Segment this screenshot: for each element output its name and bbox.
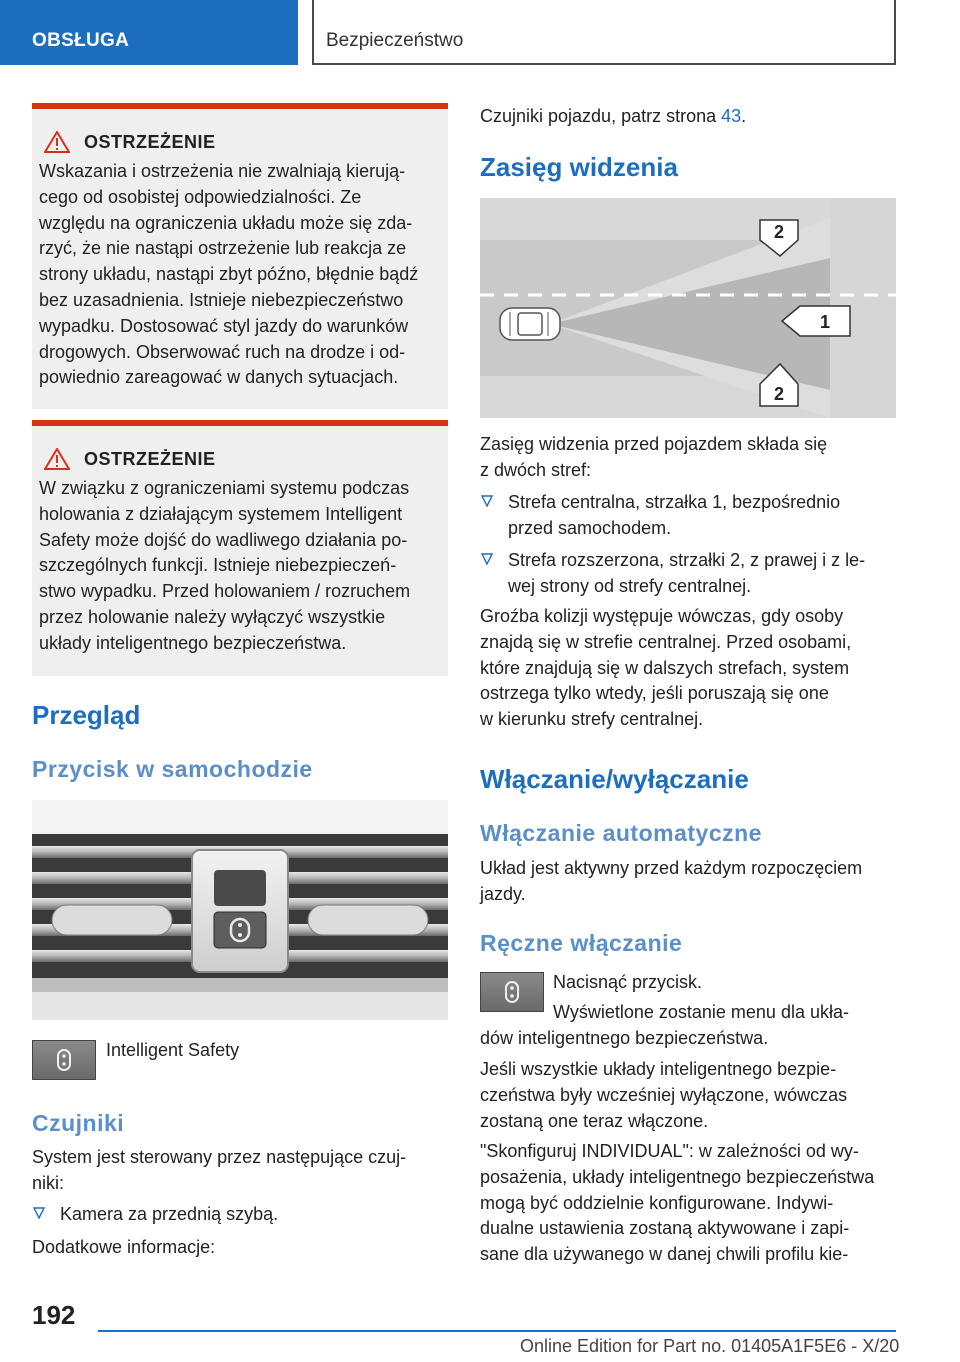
detection-range-diagram [480,198,896,418]
arrow-label: 1 [819,312,831,332]
section-tab [0,0,298,65]
sensors-text: System jest sterowany przez następujące czuj- niki: [32,1147,407,1193]
manual-heading: Ręczne włączanie [480,930,683,956]
warning-triangle-icon [44,131,70,153]
list-item: Kamera za przednią szybą. [32,1202,448,1228]
warning-text: Wskazania i ostrzeżenia nie zwalniają kierują- cego od osobistej odpowiedzialności. Ze względu na ograniczenia układu może się zda- rzyć, że nie nastąpi ostrzeżenie lub reakcja ze strony układu, nastąpi zbyt późno, błędnie bądź bez uzasadnienia. Istnieje niebezpieczeństwo wypadku. Dostosować styl jazdy do warunków drogowych. Obserwować ruch na drodze i od- powiednio zareagować w danych sytuacjach. [39,161,419,388]
sensors-reference: Czujniki pojazdu, patrz strona 43. [480,106,747,126]
page-link[interactable]: 43 [721,106,742,126]
sensors-heading: Czujniki [32,1110,125,1136]
additional-info: Dodatkowe informacje: [32,1237,216,1257]
range-heading: Zasięg widzenia [480,152,678,182]
section-title: OBSŁUGA [32,30,130,51]
bullet-triangle-icon [32,1206,46,1220]
overview-heading: Przegląd [32,700,141,730]
onoff-heading: Włączanie/wyłączanie [480,764,749,794]
manual-config: "Skonfiguruj INDIVIDUAL": w zależności od wy- posażenia, układy inteligentnego bezpieczeństwa mogą być oddzielnie konfigurowane. Indywi- dualne ustawienia zostaną aktywowane i zapi- sane dla używanego w danej chwili profilu kie- [480,1141,875,1265]
chapter-title: Bezpieczeństwo [326,30,464,51]
arrow-label: 2 [773,384,785,404]
range-intro: Zasięg widzenia przed pojazdem składa się z dwóch stref: [480,434,828,480]
button-label: Intelligent Safety [106,1040,240,1060]
warning-box-1 [32,103,448,409]
warning-triangle-icon [44,448,70,470]
warning-title: OSTRZEŻENIE [44,131,440,153]
car-button-photo [32,800,448,1020]
bullet-triangle-icon [480,552,494,566]
chapter-header [312,0,896,65]
arrow-label: 2 [773,222,785,242]
auto-text: Układ jest aktywny przed każdym rozpoczęciem jazdy. [480,858,863,904]
manual-if: Jeśli wszystkie układy inteligentnego bezpie- czeństwa były wcześniej wyłączone, wówczas zostaną one teraz włączone. [480,1059,848,1131]
page-number: 192 [32,1300,76,1330]
warning-title: OSTRZEŻENIE [44,448,440,470]
list-item: Strefa rozszerzona, strzałki 2, z prawej i z le- wej strony od strefy centralnej. [480,548,896,600]
warning-box-2 [32,420,448,676]
collision-text: Groźba kolizji występuje wówczas, gdy osoby znajdą się w strefie centralnej. Przed osobami, które znajdują się w dalszych strefach, system ostrzega tylko wtedy, jeśli poruszają się one w kierunku strefy centralnej. [480,606,852,730]
manual-press: Nacisnąć przycisk. [553,972,703,992]
footer-divider [98,1330,896,1332]
manual-menu: Wyświetlone zostanie menu dla ukła- dów inteligentnego bezpieczeństwa. [480,1002,849,1048]
button-heading: Przycisk w samochodzie [32,756,313,782]
edition-info: Online Edition for Part no. 01405A1F5E6 - X/20 [520,1336,900,1356]
auto-heading: Włączanie automatyczne [480,820,762,846]
list-item: Strefa centralna, strzałka 1, bezpośrednio przed samochodem. [480,490,896,542]
warning-text: W związku z ograniczeniami systemu podczas holowania z działającym systemem Intelligent Safety może dojść do wadliwego działania po- szczególnych funkcji. Istnieje niebezpieczeń- stwo wypadku. Przed holowaniem / rozruchem przez holowanie należy wyłączyć wszystkie układy inteligentnego bezpieczeństwa. [39,478,411,653]
bullet-triangle-icon [480,494,494,508]
intelligent-safety-button-icon [32,1040,96,1080]
